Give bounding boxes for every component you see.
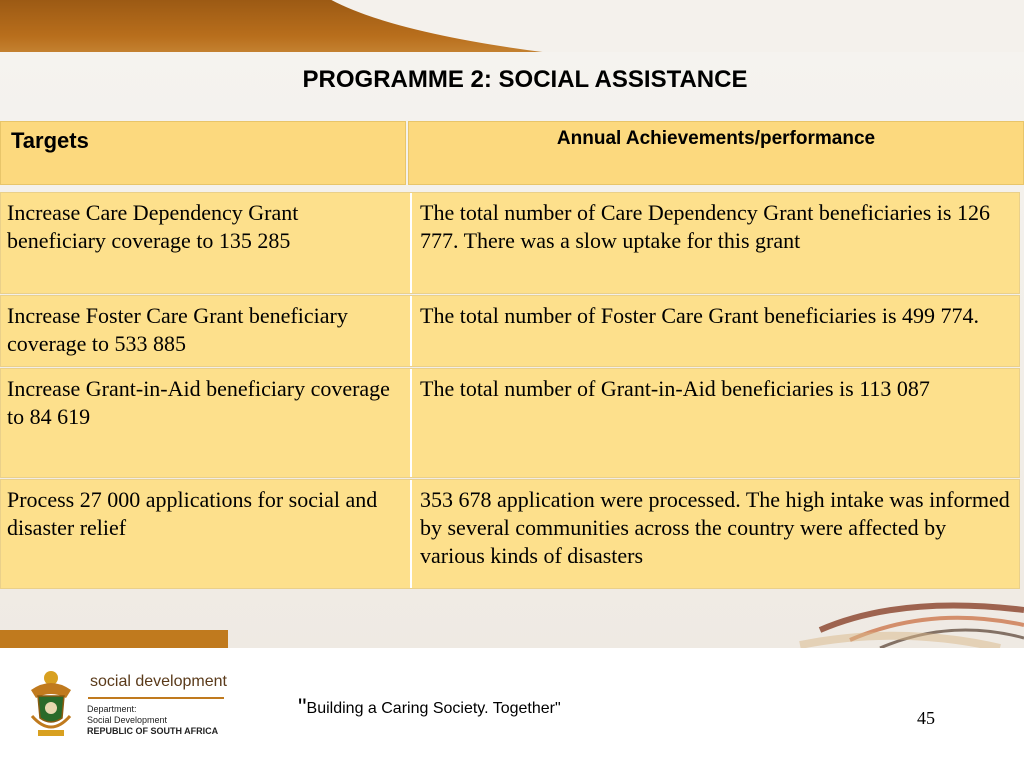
page-number: 45 — [917, 708, 935, 728]
dept-line-3: REPUBLIC OF SOUTH AFRICA — [87, 726, 219, 736]
slogan — [298, 694, 561, 722]
south-africa-coat-of-arms-icon — [26, 668, 76, 742]
header-achievements: Annual Achievements/performance — [408, 121, 1024, 185]
table-row — [0, 295, 1020, 367]
achievement-cell: The total number of Care Dependency Grant beneficiaries is 126 777. There was a slow uptake for this grant — [410, 193, 1019, 293]
slogan-text: Building a Caring Society. Together" — [306, 700, 561, 717]
beaded-decoration-icon — [700, 590, 1024, 650]
brand-name: social development — [90, 673, 227, 690]
target-cell: Increase Care Dependency Grant beneficiary coverage to 135 285 — [7, 200, 299, 253]
target-cell: Increase Foster Care Grant beneficiary coverage to 533 885 — [7, 303, 348, 356]
table-row — [0, 368, 1020, 478]
target-cell: Process 27 000 applications for social and disaster relief — [7, 487, 378, 540]
brand-divider — [88, 697, 224, 699]
target-cell: Increase Grant-in-Aid beneficiary coverage to 84 619 — [7, 376, 390, 429]
achievement-cell: 353 678 application were processed. The high intake was informed by several communities across the country were affected by various kinds of disasters — [410, 480, 1019, 588]
table-row — [0, 192, 1020, 294]
department-label — [87, 704, 218, 737]
achievement-cell: The total number of Foster Care Grant beneficiaries is 499 774. — [410, 296, 1019, 366]
dept-line-1: Department: — [87, 704, 137, 714]
header-targets: Targets — [0, 121, 406, 185]
dept-line-2: Social Development — [87, 715, 168, 725]
slogan-open-quote: " — [298, 694, 307, 721]
page-title: PROGRAMME 2: SOCIAL ASSISTANCE — [302, 66, 748, 93]
achievement-cell: The total number of Grant-in-Aid beneficiaries is 113 087 — [410, 369, 1019, 477]
bottom-brown-strip — [0, 630, 228, 648]
table-row — [0, 479, 1020, 589]
